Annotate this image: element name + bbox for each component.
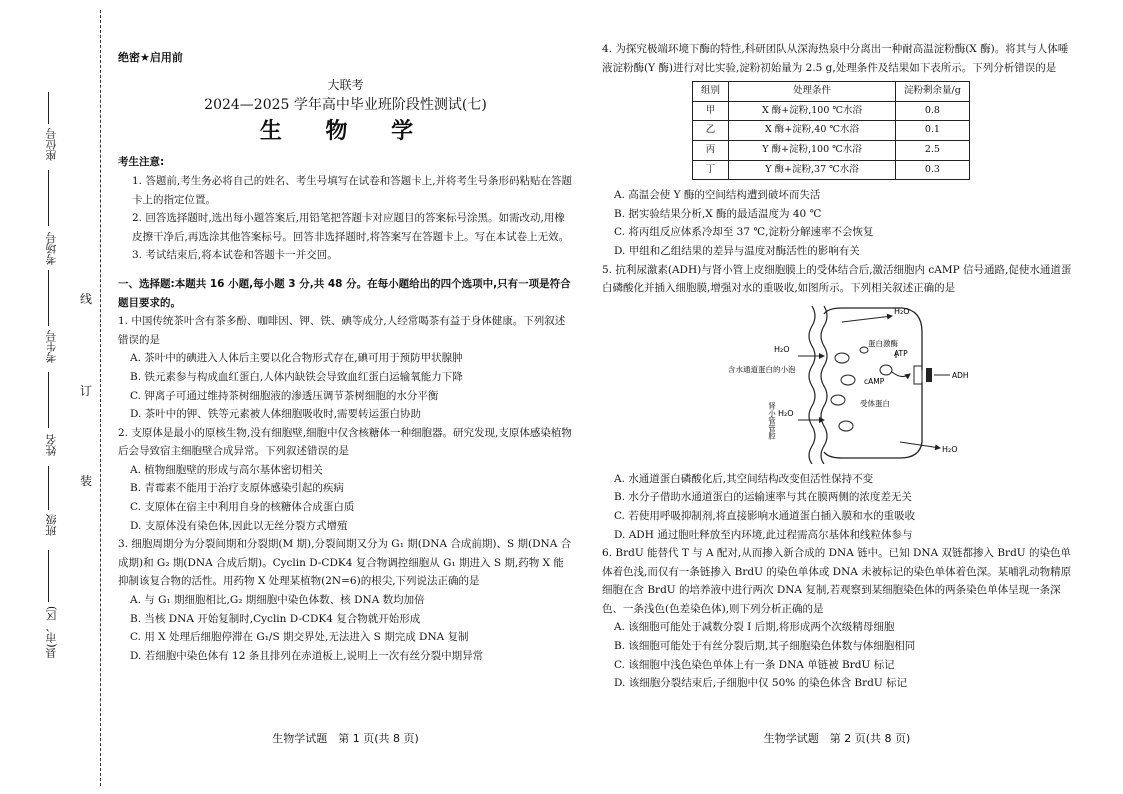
option-c: C. 用 X 处理后细胞停滞在 G₁/S 期交界处,无法进入 S 期完成 DNA 复制: [130, 631, 469, 644]
cut-word-line: 线: [80, 292, 93, 306]
adh-diagram: [602, 302, 1072, 464]
question-stem: 2. 支原体是最小的原核生物,没有细胞壁,细胞中仅含核糖体一种细胞器。研究发现,支原体感染植物后会导致宿主细胞壁合成异常。下列叙述错误的是: [118, 426, 572, 458]
option-b: B. 铁元素参与构成血红蛋白,人体内缺铁会导致血红蛋白运输氧能力下降: [130, 370, 463, 383]
field-line: [48, 92, 50, 124]
question-stem: 4. 为探究极端环境下酶的特性,科研团队从深海热泉中分离出一种耐高温淀粉酶(X 酶)。将其与人体唾液淀粉酶(Y 酶)进行对比实验,淀粉初始量为 2.5 g,处理条件及结果如下表所示。下列分析错误的是: [602, 43, 1069, 74]
label-lumen: 肾小管管腔: [767, 401, 777, 440]
option-c: C. 若使用呼吸抑制剂,将直接影响水通道蛋白插入膜和水的重吸收: [614, 509, 916, 522]
field-line: [48, 170, 50, 226]
table-cell: Y 酶+淀粉,37 ℃水浴: [729, 160, 896, 180]
option-c: C. 该细胞中浅色染色单体上有一条 DNA 单链被 BrdU 标记: [614, 658, 895, 671]
label-camp: cAMP: [864, 376, 885, 386]
option-d: D. 茶叶中的钾、铁等元素被人体细胞吸收时,需要转运蛋白协助: [130, 408, 422, 421]
label-atp: ATP: [894, 348, 908, 358]
option-a: A. 植物细胞壁的形成与高尔基体密切相关: [130, 463, 323, 476]
question-6: [602, 544, 1072, 693]
table-cell: 0.3: [896, 160, 970, 180]
notice-item: 1. 答题前,考生务必将自己的姓名、考生号填写在试卷和答题卡上,并将考生号条形码粘贴在答题卡上的指定位置。: [132, 174, 573, 206]
table-header: 处理条件: [729, 82, 896, 102]
field-county: 县(市、区): [45, 606, 58, 659]
table-cell: Y 酶+淀粉,100 ℃水浴: [729, 140, 896, 160]
section-heading: 一、选择题:本题共 16 小题,每小题 3 分,共 48 分。在每小题给出的四个选项中,只有一项是符合题目要求的。: [118, 277, 571, 309]
option-a: A. 水通道蛋白磷酸化后,其空间结构改变但活性保持不变: [614, 472, 874, 485]
label-h2o-top: H₂O: [894, 306, 910, 316]
adh-shape: [926, 368, 932, 382]
option-c: C. 将丙组反应体系冷却至 37 ℃,淀粉分解速率不会恢复: [614, 226, 874, 239]
label-receptor: 受体蛋白: [860, 398, 890, 408]
option-d: D. 若细胞中染色体有 12 条且排列在赤道板上,说明上一次有丝分裂中期异常: [130, 649, 484, 662]
label-adh: ADH: [952, 370, 969, 380]
binding-margin: [0, 0, 100, 794]
enzyme-table: [692, 81, 970, 180]
field-line: [48, 550, 50, 602]
option-b: B. 当核 DNA 开始复制时,Cyclin D-CDK4 复合物就开始形成: [130, 612, 421, 625]
label-protein-kinase: 蛋白激酶: [868, 338, 898, 348]
table-row: [693, 140, 970, 160]
field-line: [48, 466, 50, 510]
table-cell: 乙: [693, 121, 729, 141]
option-d: D. 该细胞分裂结束后,子细胞中仅 50% 的染色体含 BrdU 标记: [614, 677, 908, 690]
table-row: [693, 121, 970, 141]
subject-title: 生 物 学: [259, 118, 432, 144]
field-name: 姓名: [45, 434, 58, 456]
label-vesicle: 含水通道蛋白的小泡: [728, 364, 796, 374]
cut-word-bind: 订: [80, 384, 93, 398]
binding-dashed-line: [100, 10, 102, 786]
table-cell: 0.8: [896, 101, 970, 121]
question-stem: 6. BrdU 能替代 T 与 A 配对,从而掺入新合成的 DNA 链中。已知 DNA 双链都掺入 BrdU 的染色单体着色浅,而仅有一条链掺入 BrdU 的染色单体或 DNA 未被标记的染色单体着色深。某哺乳动物精原细胞在含 BrdU 的培养液中进行两次 DNA 复制,若观察到某细胞染色体的两条染色单体呈现一条深色、一条浅色(色差染色体),则下列分析正确的是: [602, 547, 1072, 615]
question-stem: 5. 抗利尿激素(ADH)与肾小管上皮细胞膜上的受体结合后,激活细胞内 cAMP 信号通路,促使水通道蛋白磷酸化并插入细胞膜,增强对水的重吸收,如图所示。下列相关叙述正确的是: [602, 263, 1072, 295]
table-row: [693, 160, 970, 180]
question-4: [602, 40, 1072, 261]
label-h2o-bottom: H₂O: [778, 408, 794, 418]
page-2-footer: 生物学试题 第 2 页(共 8 页): [763, 732, 911, 745]
table-cell: 甲: [693, 101, 729, 121]
question-stem: 1. 中国传统茶叶含有茶多酚、咖啡因、钾、铁、碘等成分,人经常喝茶有益于身体健康。下列叙述错误的是: [118, 315, 566, 346]
field-class: 班级: [45, 514, 58, 536]
question-stem: 3. 细胞周期分为分裂间期和分裂期(M 期),分裂间期又分为 G₁ 期(DNA 合成前期)、S 期(DNA 合成期)和 G₂ 期(DNA 合成后期)。Cyclin D-CDK4 复合物调控细胞从 G₁ 期进入 S 期,药物 X 能抑制该复合物的活性。用药物 X 处理某植物(2N=6)的根尖,下列说法正确的是: [118, 538, 572, 588]
option-a: A. 高温会使 Y 酶的空间结构遭到破坏而失活: [614, 189, 821, 202]
notice-item: 3. 考试结束后,将本试卷和答题卡一并交回。: [132, 249, 338, 262]
question-2: [118, 424, 573, 536]
table-cell: 丁: [693, 160, 729, 180]
option-b: B. 水分子借助水通道蛋白的运输速率与其在膜两侧的浓度差无关: [614, 491, 912, 504]
field-line: [48, 372, 50, 428]
table-cell: 2.5: [896, 140, 970, 160]
label-h2o-left: H₂O: [774, 344, 790, 354]
option-a: A. 与 G₁ 期细胞相比,G₂ 期细胞中染色体数、核 DNA 数均加倍: [130, 594, 425, 607]
option-c: C. 支原体在宿主中利用自身的核糖体合成蛋白质: [130, 501, 355, 514]
question-3: [118, 535, 573, 665]
field-exam-room: 考场号: [45, 232, 58, 265]
table-header: 淀粉剩余量/g: [896, 82, 970, 102]
field-candidate-number: 考生号: [45, 330, 58, 363]
option-b: B. 青霉素不能用于治疗支原体感染引起的疾病: [130, 482, 344, 495]
page-2: [602, 40, 1072, 693]
table-cell: X 酶+淀粉,40 ℃水浴: [729, 121, 896, 141]
option-b: B. 该细胞可能处于有丝分裂后期,其子细胞染色体数与体细胞相同: [614, 640, 916, 653]
question-1: [118, 312, 573, 424]
table-row: [693, 101, 970, 121]
secret-label: 绝密★启用前: [118, 51, 183, 64]
cut-word-fold: 装: [80, 474, 93, 488]
table-header-row: [693, 82, 970, 102]
notice-heading: 考生注意:: [118, 156, 165, 169]
adh-diagram-svg: [602, 302, 1072, 464]
option-c: C. 钾离子可通过维持茶树细胞液的渗透压调节茶树细胞的水分平衡: [130, 389, 439, 402]
option-d: D. 支原体没有染色体,因此以无丝分裂方式增殖: [130, 519, 348, 532]
page-1-footer: 生物学试题 第 1 页(共 8 页): [272, 732, 419, 745]
label-h2o-right: H₂O: [942, 444, 958, 454]
option-a: A. 茶叶中的碘进入人体后主要以化合物形式存在,碘可用于预防甲状腺肿: [130, 352, 463, 365]
option-d: D. 甲组和乙组结果的差异与温度对酶活性的影响有关: [614, 244, 860, 257]
table-cell: 0.1: [896, 121, 970, 141]
page-1: [118, 40, 573, 665]
option-a: A. 该细胞可能处于减数分裂 I 后期,将形成两个次级精母细胞: [614, 621, 895, 634]
table-header: 组别: [693, 82, 729, 102]
notice-item: 2. 回答选择题时,选出每小题答案后,用铅笔把答题卡对应题目的答案标号涂黑。如需改动,用橡皮擦干净后,再选涂其他答案标号。回答非选择题时,将答案写在答题卡上。写在本试卷上无效。: [132, 212, 570, 243]
table-cell: X 酶+淀粉,100 ℃水浴: [729, 101, 896, 121]
field-line: [48, 270, 50, 326]
field-seat: 座位号: [45, 128, 58, 161]
joint-exam-label: 大联考: [327, 77, 364, 92]
question-5: [602, 261, 1072, 545]
option-b: B. 据实验结果分析,X 酶的最适温度为 40 ℃: [614, 207, 822, 220]
table-cell: 丙: [693, 140, 729, 160]
exam-title: 2024—2025 学年高中毕业班阶段性测试(七): [204, 97, 487, 114]
option-d: D. ADH 通过胞吐释放至内环境,此过程需高尔基体和线粒体参与: [614, 528, 913, 541]
